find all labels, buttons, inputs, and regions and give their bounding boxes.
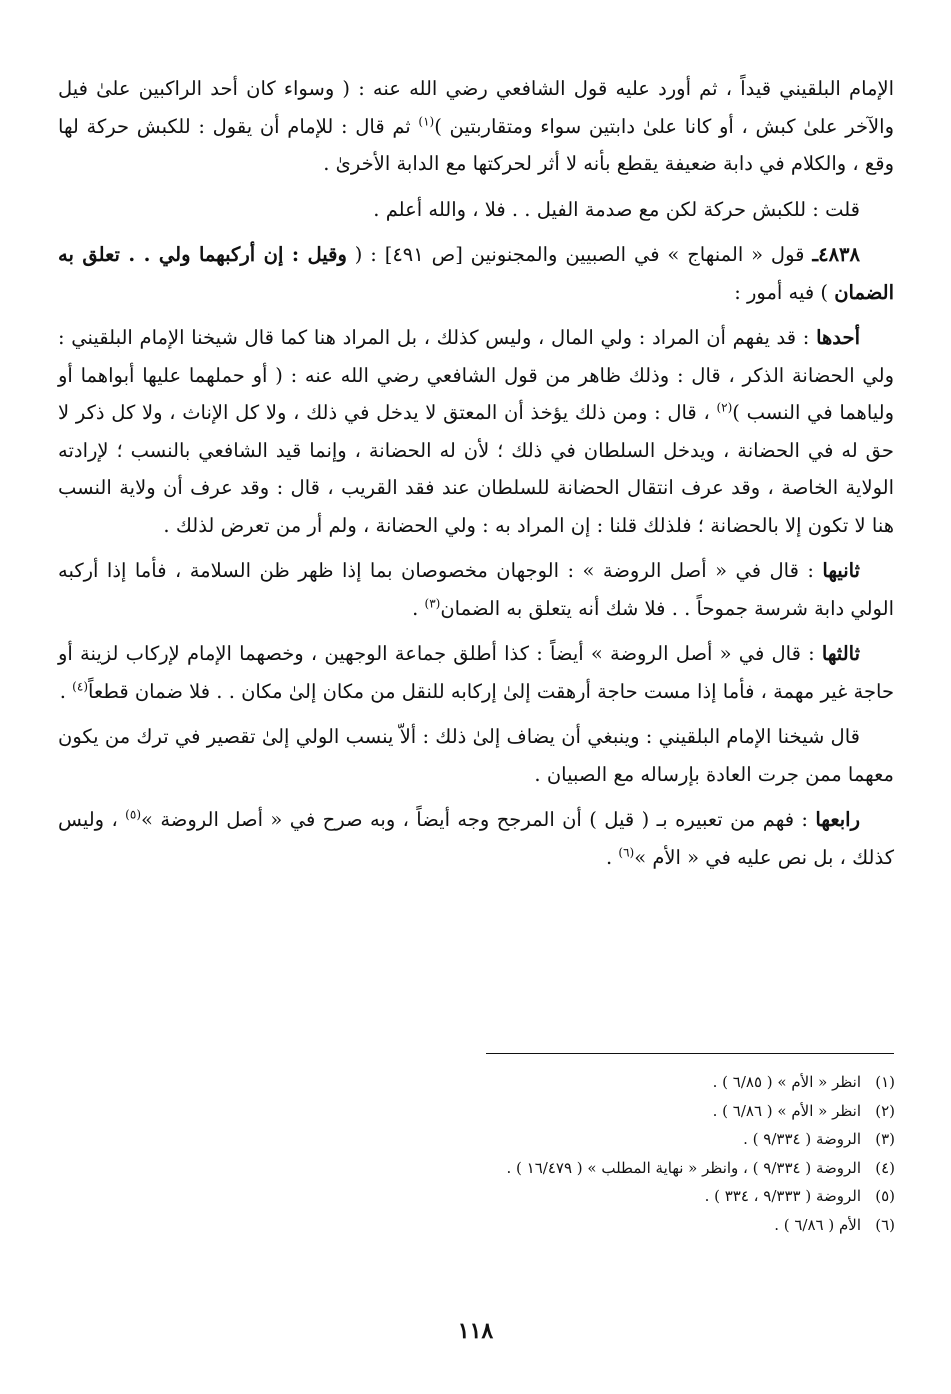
point-fourth-tail: . <box>606 845 619 869</box>
entry-number: ٤٨٣٨ـ <box>812 243 860 266</box>
footnotes <box>335 1068 895 1239</box>
point-third <box>58 635 894 710</box>
footnote-text: الروضة ( ٩/٣٣٣ ، ٣٣٤ ) . <box>704 1187 861 1205</box>
entry-intro-tail: ) فيه أمور : <box>734 280 835 304</box>
footnote-number: (٤) <box>875 1158 895 1177</box>
footnote-ref-1[interactable]: (١) <box>418 114 435 128</box>
paragraph-1-text: الإمام البلقيني قيداً ، ثم أورد عليه قول الشافعي رضي الله عنه : ( وسواء كان أحد الراكبين علىٰ فيل والآخر علىٰ كبش ، أو كانا علىٰ دابتين سواء ومتقاربتين ) <box>58 77 894 138</box>
point-first <box>58 319 894 544</box>
page-number: ١١٨ <box>457 1318 494 1344</box>
point-fourth-mid: ، وليس كذلك ، بل نص عليه في « الأم » <box>58 808 894 869</box>
footnote-5 <box>335 1182 895 1211</box>
footnote-ref-3[interactable]: (٣) <box>424 596 441 610</box>
footnote-divider <box>486 1053 894 1054</box>
footnote-number: (٥) <box>875 1187 895 1205</box>
footnote-number: (٦) <box>875 1215 895 1234</box>
footnote-text: الأم ( ٦/٨٦ ) . <box>774 1215 861 1234</box>
entry-intro: قول « المنهاج » في الصبيين والمجنونين [ص ٤٩١] : ( <box>346 243 813 266</box>
footnote-number: (٢) <box>875 1101 895 1120</box>
point-third-label: ثالثها <box>821 642 860 665</box>
paragraph-bulqini: قال شيخنا الإمام البلقيني : وينبغي أن يضاف إلىٰ ذلك : ألاّ ينسب الولي إلىٰ تقصير في ترك من يكون معهما ممن جرت العادة بإرساله مع الصبيان . <box>58 725 894 786</box>
footnote-text: انظر « الأم » ( ٦/٨٦ ) . <box>712 1101 861 1120</box>
footnote-ref-6[interactable]: (٦) <box>618 845 635 859</box>
entry-quote: وقيل : إن أركبهما ولي . . تعلق به الضمان <box>58 243 894 304</box>
footnote-6 <box>335 1211 895 1240</box>
footnote-number: (٣) <box>875 1130 895 1148</box>
point-first-text: : قد يفهم أن المراد : ولي المال ، وليس كذلك ، بل المراد هنا كما قال شيخنا الإمام البلقيني : ولي الحضانة الذكر ، قال : وذلك ظاهر من قول الشافعي رضي الله عنه : ( أو حملهما عليها أبواهما أو ولياهما في النسب ) <box>58 326 895 424</box>
footnote-1 <box>335 1068 895 1097</box>
footnote-text: الروضة ( ٩/٣٣٤ ) ، وانظر « نهاية المطلب » ( ١٦/٤٧٩ ) . <box>506 1158 861 1177</box>
entry-4838 <box>58 236 894 311</box>
point-second-text: : قال في « أصل الروضة » : الوجهان مخصوصان بما إذا ظهر ظن السلامة ، فأما إذا أركبه الولي دابة شرسة جموحاً . . فلا شك أنه يتعلق به الضمان <box>58 559 894 620</box>
footnote-number: (١) <box>875 1073 895 1091</box>
page-body <box>58 70 894 884</box>
point-first-tail: ، قال : ومن ذلك يؤخذ أن المعتق لا يدخل في ذلك ، ولا كل الإناث ، ولا كل ذكر لا حق له في الحضانة ، ويدخل السلطان في ذلك ؛ لأن له الحضانة ، وإنما قيد الشافعي بالنسب ؛ لإرادته الولاية الخاصة ، وقد عرف انتقال الحضانة للسلطان عند فقد القريب ، قال : وقد عرف أن ولاية النسب هنا لا تكون إلا بالحضانة ؛ فلذلك قلنا : إن المراد به : ولي الحضانة ، ولم أر من تعرض لذلك . <box>58 401 894 537</box>
footnote-text: انظر « الأم » ( ٦/٨٥ ) . <box>712 1073 861 1091</box>
footnote-ref-5[interactable]: (٥) <box>125 807 141 822</box>
point-fourth <box>58 801 894 876</box>
footnote-text: الروضة ( ٩/٣٣٤ ) . <box>743 1130 861 1148</box>
paragraph-2: قلت : للكبش حركة لكن مع صدمة الفيل . . فلا ، والله أعلم . <box>373 197 860 221</box>
point-second-label: ثانيها <box>822 559 860 582</box>
point-third-text: : قال في « أصل الروضة » أيضاً : كذا أطلق جماعة الوجهين ، وخصهما الإمام لإركاب لزينة أو حاجة غير مهمة ، فأما إذا مست حاجة أرهقت إلىٰ إركابه للنقل من مكان إلىٰ مكان . . فلا ضمان قطعاً <box>58 642 894 703</box>
footnote-ref-2[interactable]: (٢) <box>716 400 733 415</box>
paragraph-1-tail: ثم قال : للإمام أن يقول : للكبش حركة لها وقع ، والكلام في دابة ضعيفة يقطع بأنه لا أثر لحركتها مع الدابة الأخرىٰ . <box>58 114 894 175</box>
point-second-tail: . <box>412 596 425 620</box>
paragraph-1 <box>58 70 894 183</box>
point-second <box>58 552 894 627</box>
footnote-2 <box>335 1097 895 1126</box>
point-fourth-text: : فهم من تعبيره بـ ( قيل ) أن المرجح وجه أيضاً ، وبه صرح في « أصل الروضة » <box>141 808 816 831</box>
point-third-tail: . <box>59 679 73 703</box>
footnote-3 <box>335 1125 895 1154</box>
point-first-label: أحدها <box>816 326 860 349</box>
point-fourth-label: رابعها <box>815 808 860 831</box>
footnote-4 <box>335 1154 895 1183</box>
footnote-ref-4[interactable]: (٤) <box>72 679 88 693</box>
